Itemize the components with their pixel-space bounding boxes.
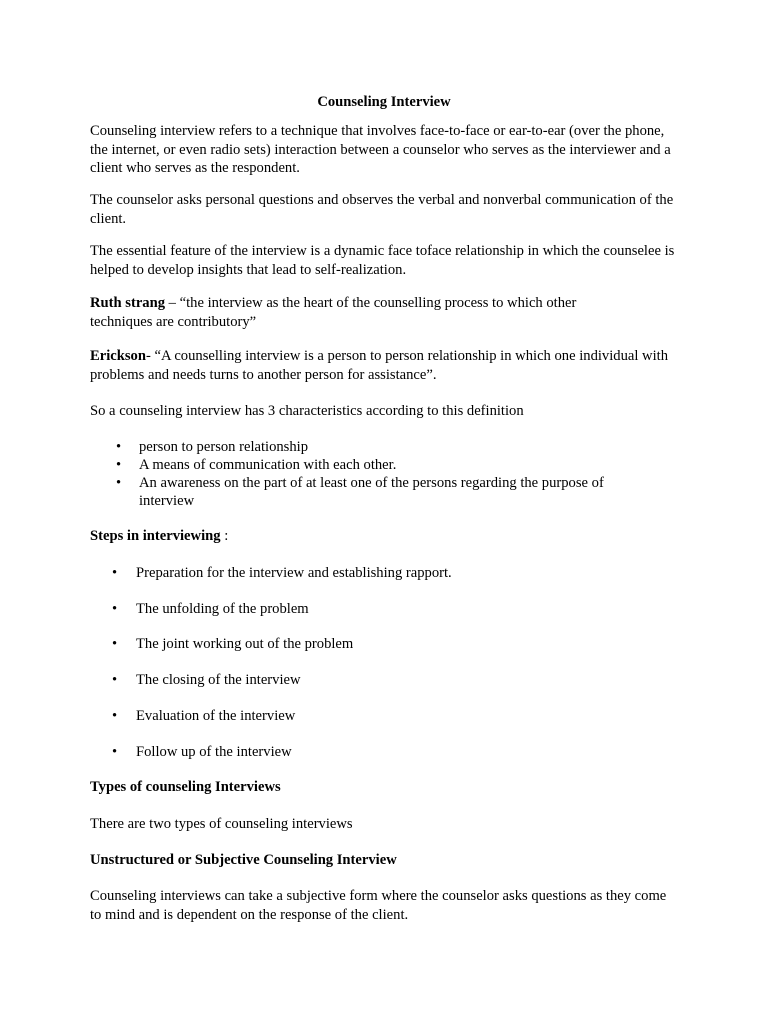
- paragraph-essential-feature: The essential feature of the interview is a dynamic face toface relationship in which the counselee is helped to develop insights that lead to self-realization.: [90, 243, 675, 278]
- quote-text-strang: – “the interview as the heart of the counselling process to which other techniques are contributory”: [90, 295, 577, 330]
- bullet-icon: •: [112, 601, 118, 617]
- quote-erickson: [90, 347, 675, 384]
- paragraph-personal-questions: The counselor asks personal questions and observes the verbal and nonverbal communication of the client.: [90, 192, 674, 227]
- quote-ruth-strang: [90, 294, 610, 331]
- types-intro: There are two types of counseling interviews: [90, 816, 353, 832]
- document-page: Counseling Interview Counseling interview refers to a technique that involves face-to-face or ear-to-ear (over the phone, the internet, or even radio sets) interaction between a counselor who serves as the interviewer and a client who serves as the respondent. The counselor asks personal questions and observes the verbal and nonverbal communication of the client. The essential feature of the interview is a dynamic face toface relationship in which the counselee is helped to develop insights that lead to self-realization. Ruth strang – “the interview as the heart of the counselling process to which other techniques are contributory” Erickson- “A counselling interview is a person to person relationship in which one individual with problems and needs turns to another person for assistance”. So a counseling interview has 3 characteristics according to this definition • person to person relationship • A means of communication with each other. • An awareness on the part of at least one of the persons regarding the purpose of interview Steps in interviewing : • Preparation for the interview and establishing rapport. • The unfolding of the problem • The joint working out of the problem • The closing of the interview • Evaluation of the interview • Follow up of the interview Types of counseling Interviews There are two types of counseling interviews Unstructured or Subjective Counseling Interview Counseling interviews can take a subjective form where the counselor asks questions as they come to mind and is dependent on the response of the client.: [0, 0, 768, 1024]
- list-item: • person to person relationship: [116, 439, 309, 455]
- unstructured-heading: Unstructured or Subjective Counseling Interview: [90, 852, 397, 868]
- characteristics-list-container: [90, 438, 675, 510]
- bullet-icon: •: [112, 744, 118, 760]
- unstructured-paragraph: Counseling interviews can take a subjective form where the counselor asks questions as they come to mind and is dependent on the response of the client.: [90, 888, 667, 923]
- quote-text-erickson: - “A counselling interview is a person to person relationship in which one individual with problems and needs turns to another person for assistance”.: [90, 348, 668, 383]
- paragraph-definition: Counseling interview refers to a technique that involves face-to-face or ear-to-ear (over the phone, the internet, or even radio sets) interaction between a counselor who serves as the interviewer and a client who serves as the respondent.: [90, 123, 671, 176]
- list-item: • A means of communication with each other.: [116, 457, 397, 473]
- quote-author-erickson: Erickson: [90, 348, 146, 364]
- list-item: • An awareness on the part of at least one of the persons regarding the purpose of interview: [116, 475, 604, 509]
- bullet-icon: •: [116, 439, 122, 455]
- bullet-icon: •: [112, 708, 118, 724]
- bullet-icon: •: [112, 672, 118, 688]
- quote-author-strang: Ruth strang: [90, 295, 166, 311]
- bullet-icon: •: [116, 475, 122, 491]
- page-title: Counseling Interview: [317, 94, 451, 110]
- bullet-icon: •: [112, 565, 118, 581]
- characteristics-intro: So a counseling interview has 3 characteristics according to this definition: [90, 403, 524, 419]
- steps-heading: Steps in interviewing :: [90, 528, 229, 544]
- bullet-icon: •: [116, 457, 122, 473]
- types-heading: Types of counseling Interviews: [90, 779, 281, 795]
- characteristics-list: [90, 438, 675, 510]
- bullet-icon: •: [112, 636, 118, 652]
